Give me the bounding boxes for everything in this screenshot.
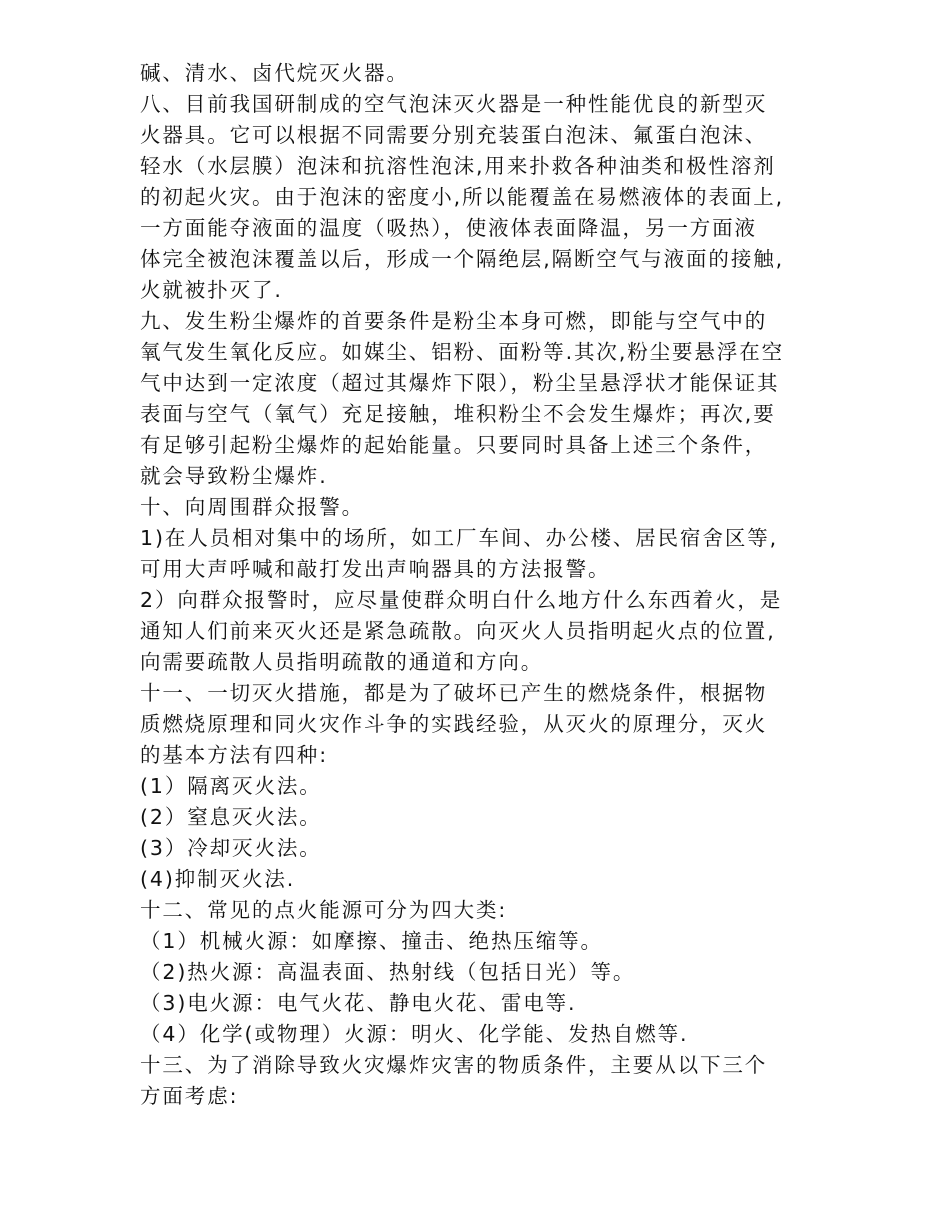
text-line: (4)抑制灭火法. <box>140 867 296 891</box>
text-line: 氧气发生氧化反应。如媒尘、铝粉、面粉等.其次,粉尘要悬浮在空 <box>140 340 785 364</box>
text-line: 十、向周围群众报警。 <box>140 495 364 519</box>
text-line: (1）隔离灭火法。 <box>140 774 322 798</box>
text-line: 轻水（水层膜）泡沫和抗溶性泡沫,用来扑救各种油类和极性溶剂 <box>140 154 776 178</box>
text-line: 的初起火灾。由于泡沫的密度小,所以能覆盖在易燃液体的表面上, <box>140 185 785 209</box>
text-line: 有足够引起粉尘爆炸的起始能量。只要同时具备上述三个条件， <box>140 433 768 457</box>
text-line: 九、发生粉尘爆炸的首要条件是粉尘本身可燃，即能与空气中的 <box>140 309 768 333</box>
text-line: 十一、一切灭火措施，都是为了破坏已产生的燃烧条件，根据物 <box>140 681 768 705</box>
document-body <box>140 58 820 1112</box>
text-line: 的基本方法有四种: <box>140 743 329 767</box>
text-line: 2）向群众报警时，应尽量使群众明白什么地方什么东西着火，是 <box>140 588 783 612</box>
text-line: 一方面能夺液面的温度（吸热），使液体表面降温，另一方面液 <box>140 216 757 240</box>
text-line: （2)热火源：高温表面、热射线（包括日光）等。 <box>140 960 636 984</box>
text-line: （1）机械火源：如摩擦、撞击、绝热压缩等。 <box>140 929 603 953</box>
text-line: 十二、常见的点火能源可分为四大类: <box>140 898 508 922</box>
text-line: 质燃烧原理和同火灾作斗争的实践经验，从灭火的原理分，灭火 <box>140 712 768 736</box>
text-line: （4）化学(或物理）火源：明火、化学能、发热自燃等. <box>140 1022 689 1046</box>
text-line: 碱、清水、卤代烷灭火器。 <box>140 61 409 85</box>
text-line: 八、目前我国研制成的空气泡沫灭火器是一种性能优良的新型灭 <box>140 92 768 116</box>
text-line: (2）窒息灭火法。 <box>140 805 322 829</box>
text-line: （3)电火源：电气火花、静电火花、雷电等. <box>140 991 577 1015</box>
text-line: (3）冷却灭火法。 <box>140 836 322 860</box>
text-line: 通知人们前来灭火还是紧急疏散。向灭火人员指明起火点的位置, <box>140 619 776 643</box>
text-line: 方面考虑: <box>140 1084 239 1108</box>
text-line: 就会导致粉尘爆炸. <box>140 464 328 488</box>
text-line: 1)在人员相对集中的场所，如工厂车间、办公楼、居民宿舍区等, <box>140 526 779 550</box>
text-line: 火器具。它可以根据不同需要分别充装蛋白泡沫、氟蛋白泡沫、 <box>140 123 768 147</box>
text-line: 可用大声呼喊和敲打发出声响器具的方法报警。 <box>140 557 611 581</box>
text-line: 火就被扑灭了. <box>140 278 283 302</box>
text-line: 向需要疏散人员指明疏散的通道和方向。 <box>140 650 544 674</box>
text-line: 十三、为了消除导致火灾爆炸灾害的物质条件，主要从以下三个 <box>140 1053 768 1077</box>
text-line: 表面与空气（氧气）充足接触，堆积粉尘不会发生爆炸；再次,要 <box>140 402 776 426</box>
text-line: 体完全被泡沫覆盖以后，形成一个隔绝层,隔断空气与液面的接触, <box>140 247 785 271</box>
text-line: 气中达到一定浓度（超过其爆炸下限），粉尘呈悬浮状才能保证其 <box>140 371 780 395</box>
